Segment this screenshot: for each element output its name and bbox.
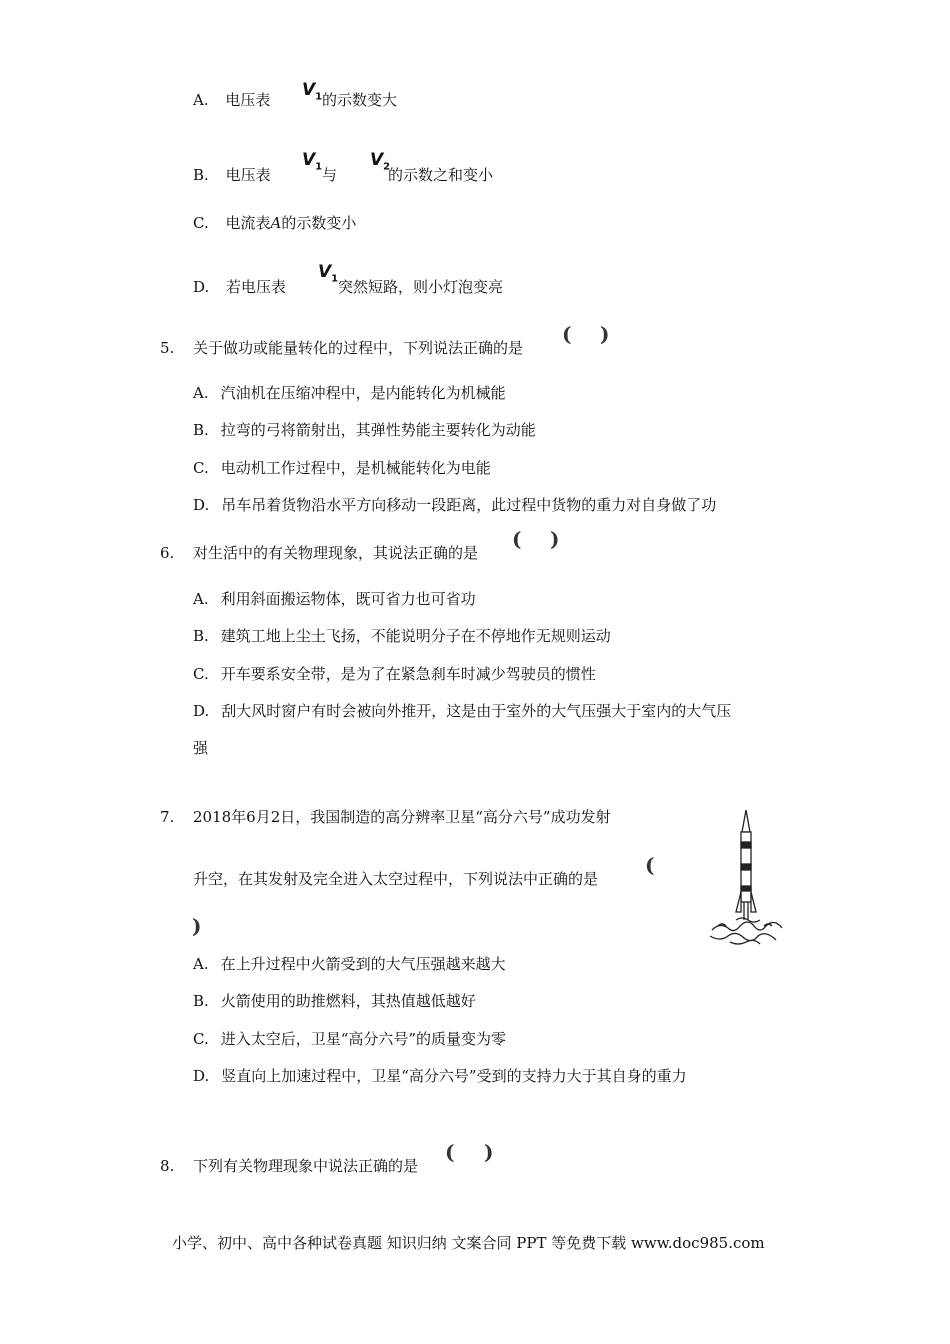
rocket-launch-illustration bbox=[706, 802, 792, 952]
q7-answer-paren-close: ) bbox=[192, 914, 202, 938]
q8-answer-paren-open: ( bbox=[445, 1140, 455, 1164]
q6-number: 6. bbox=[160, 544, 175, 562]
q6-option-b: B. 建筑工地上尘土飞扬，不能说明分子在不停地作无规则运动 bbox=[193, 627, 611, 645]
q6-answer-paren-close: ) bbox=[550, 527, 560, 551]
q5-number: 5. bbox=[160, 339, 175, 357]
q7-option-d: D. 竖直向上加速过程中，卫星“高分六号”受到的支持力大于其自身的重力 bbox=[193, 1067, 687, 1085]
q4-option-a-symbol bbox=[302, 80, 322, 107]
q7-stem-line2: 升空，在其发射及完全进入太空过程中，下列说法中正确的是 bbox=[193, 870, 599, 888]
q6-stem: 对生活中的有关物理现象，其说法正确的是 bbox=[193, 544, 479, 562]
q8-answer-paren-close: ) bbox=[484, 1140, 494, 1164]
voltmeter-v1-symbol: $V_1$ bbox=[318, 262, 339, 285]
ammeter-symbol: A bbox=[270, 214, 282, 232]
q5-option-a: A. 汽油机在压缩冲程中，是内能转化为机械能 bbox=[193, 384, 506, 402]
q4-option-a: A. 电压表 bbox=[193, 91, 271, 109]
voltmeter-v2-symbol: $V_2$ bbox=[370, 150, 391, 173]
q6-option-a: A. 利用斜面搬运物体，既可省力也可省功 bbox=[193, 590, 476, 608]
voltmeter-v1-symbol: $V_1$ bbox=[302, 80, 323, 103]
q5-option-d: D. 吊车吊着货物沿水平方向移动一段距离，此过程中货物的重力对自身做了功 bbox=[193, 496, 717, 514]
q4-option-b-tail: 的示数之和变小 bbox=[388, 166, 494, 184]
q7-option-a: A. 在上升过程中火箭受到的大气压强越来越大 bbox=[193, 955, 506, 973]
q6-option-d-continuation: 强 bbox=[193, 739, 209, 757]
q4-option-d-tail: 突然短路，则小灯泡变亮 bbox=[338, 278, 504, 296]
voltmeter-v1-symbol: $V_1$ bbox=[302, 150, 323, 173]
q4-option-c: C. 电流表A的示数变小 bbox=[193, 214, 357, 232]
q7-option-c: C. 进入太空后，卫星“高分六号”的质量变为零 bbox=[193, 1030, 507, 1048]
q4-option-a-tail: 的示数变大 bbox=[322, 91, 398, 109]
q8-number: 8. bbox=[160, 1157, 175, 1175]
q6-option-d: D. 刮大风时窗户有时会被向外推开，这是由于室外的大气压强大于室内的大气压 bbox=[193, 702, 732, 720]
q8-stem: 下列有关物理现象中说法正确的是 bbox=[193, 1157, 419, 1175]
q7-option-b: B. 火箭使用的助推燃料，其热值越低越好 bbox=[193, 992, 476, 1010]
q7-stem-line1: 2018年6月2日，我国制造的高分辨率卫星“高分六号”成功发射 bbox=[193, 808, 611, 826]
q5-answer-paren-close: ) bbox=[600, 322, 610, 346]
q7-number: 7. bbox=[160, 808, 175, 826]
q4-option-b: B. 电压表 bbox=[193, 166, 271, 184]
q6-answer-paren-open: ( bbox=[512, 527, 522, 551]
q5-option-c: C. 电动机工作过程中，是机械能转化为电能 bbox=[193, 459, 491, 477]
page-footer: 小学、初中、高中各种试卷真题 知识归纳 文案合同 PPT 等免费下载 www.doc985.com bbox=[172, 1234, 765, 1252]
q5-option-b: B. 拉弯的弓将箭射出，其弹性势能主要转化为动能 bbox=[193, 421, 536, 439]
q4-option-d: D. 若电压表 bbox=[193, 278, 287, 296]
q6-option-c: C. 开车要系安全带，是为了在紧急刹车时减少驾驶员的惯性 bbox=[193, 665, 596, 683]
q5-stem: 关于做功或能量转化的过程中，下列说法正确的是 bbox=[193, 339, 524, 357]
q7-answer-paren-open: ( bbox=[645, 853, 655, 877]
q5-answer-paren-open: ( bbox=[562, 322, 572, 346]
q4-option-b-mid: 与 bbox=[322, 166, 338, 184]
